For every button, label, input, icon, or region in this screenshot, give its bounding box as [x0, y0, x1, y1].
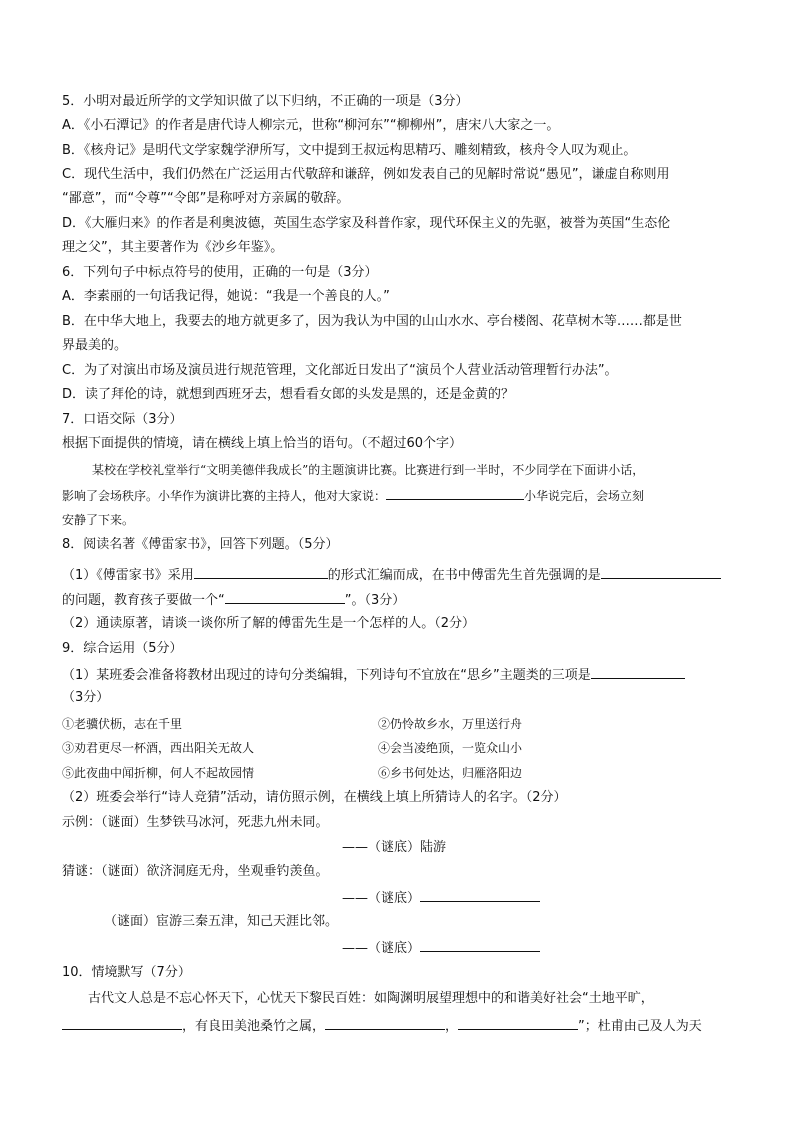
answer-blank[interactable] [225, 590, 345, 604]
answer-blank[interactable] [62, 1016, 182, 1030]
riddle-1-answer: ——（谜底） [342, 888, 540, 908]
q6-option-b-line2: 界最美的。 [62, 338, 128, 353]
answer-blank[interactable] [458, 1016, 578, 1030]
poem-row-1 [62, 715, 523, 733]
q8-part1-line1: （1）《傅雷家书》采用 的形式汇编而成，在书中傅雷先生首先强调的是 [62, 565, 721, 585]
q5-option-c-line1: C．现代生活中，我们仍然在广泛运用古代敬辞和谦辞，例如发表自己的见解时常说“愚见”，谦虚自称则用 [62, 167, 670, 182]
answer-blank[interactable] [325, 1016, 445, 1030]
q10-line1: 古代文人总是不忘心怀天下，心忧天下黎民百姓：如陶渊明展望理想中的和谐美好社会“土地平旷， [88, 991, 654, 1006]
poem-row-2 [62, 739, 523, 757]
riddle-2-answer: ——（谜底） [342, 938, 540, 958]
riddle-1: 猜谜：（谜面）欲济洞庭无舟，坐观垂钓羡鱼。 [62, 864, 329, 879]
poem-row-3 [62, 764, 523, 782]
q7-stem: 7．口语交际（3分） [62, 412, 183, 427]
example-answer: ——（谜底）陆游 [342, 840, 447, 855]
q8-part2: （2）通读原著，请谈一谈你所了解的傅雷先生是一个怎样的人。（2分） [62, 616, 476, 631]
riddle-2: （谜面）宦游三秦五津，知己天涯比邻。 [104, 914, 339, 929]
answer-blank[interactable] [386, 486, 524, 500]
example-riddle: 示例：（谜面）生梦铁马冰河，死悲九州未同。 [62, 815, 329, 830]
q10-stem: 10．情境默写（7分） [62, 965, 191, 980]
q7-scenario-line1: 某校在学校礼堂举行“文明美德伴我成长”的主题演讲比赛。比赛进行到一半时，不少同学在下面讲小话， [92, 463, 645, 477]
answer-blank[interactable] [420, 938, 540, 952]
q7-scenario-line2: 影响了会场秩序。小华作为演讲比赛的主持人，他对大家说： 小华说完后，会场立刻 [62, 486, 644, 505]
poem-option-4: ④会当凌绝顶，一览众山小 [378, 741, 523, 755]
q6-option-b-line1: B．在中华大地上，我要去的地方就更多了，因为我认为中国的山山水水、亭台楼阁、花草树木等……都是世 [62, 314, 682, 329]
q9-stem: 9．综合运用（5分） [62, 641, 183, 656]
answer-blank[interactable] [601, 565, 721, 579]
answer-blank[interactable] [591, 665, 685, 679]
q5-option-d-line1: D．《大雁归来》的作者是利奥波德，英国生态学家及科普作家，现代环保主义的先驱，被誉为英国“生态伦 [62, 216, 671, 231]
q5-stem: 5．小明对最近所学的文学知识做了以下归纳，不正确的一项是（3分） [62, 94, 469, 109]
q6-option-d: D．读了拜伦的诗，就想到西班牙去，想看看女郎的头发是黑的，还是金黄的？ [62, 387, 515, 402]
q9-part1-line1: （1）某班委会准备将教材出现过的诗句分类编辑，下列诗句不宜放在“思乡”主题类的三项是 [62, 665, 685, 685]
poem-option-1: ①老骥伏枥，志在千里 [62, 717, 183, 731]
poem-option-3: ③劝君更尽一杯酒，西出阳关无故人 [62, 741, 255, 755]
q6-option-a: A．李素丽的一句话我记得，她说：“我是一个善良的人。” [62, 289, 390, 304]
answer-blank[interactable] [420, 888, 540, 902]
q7-instruction: 根据下面提供的情境，请在横线上填上恰当的语句。（不超过60个字） [62, 436, 463, 451]
q8-part1-line2: 的问题，教育孩子要做一个“ ”。（3分） [62, 590, 405, 610]
q6-option-c: C．为了对演出市场及演员进行规范管理，文化部近日发出了“演员个人营业活动管理暂行办法”。 [62, 363, 618, 378]
q5-option-a: A．《小石潭记》的作者是唐代诗人柳宗元，世称“柳河东”“柳柳州”，唐宋八大家之一。 [62, 118, 560, 133]
poem-option-6: ⑥乡书何处达，归雁洛阳边 [378, 766, 523, 780]
q9-part1-line2: （3分） [62, 690, 110, 705]
q7-scenario-line3: 安静了下来。 [62, 513, 135, 527]
q5-option-b: B．《核舟记》是明代文学家魏学洢所写，文中提到王叔远构思精巧、雕刻精致，核舟令人叹为观止。 [62, 143, 637, 158]
poem-option-5: ⑤此夜曲中闻折柳，何人不起故园情 [62, 766, 255, 780]
answer-blank[interactable] [194, 565, 328, 579]
poem-option-2: ②仍怜故乡水，万里送行舟 [378, 717, 523, 731]
q9-part2: （2）班委会举行“诗人竞猜”活动，请仿照示例，在横线上填上所猜诗人的名字。（2分） [62, 790, 567, 805]
q10-line2: ，有良田美池桑竹之属， ， ”；杜甫由己及人为天 [62, 1016, 702, 1036]
q8-stem: 8．阅读名著《傅雷家书》，回答下列题。（5分） [62, 537, 339, 552]
q5-option-d-line2: 理之父”，其主要著作为《沙乡年鉴》。 [62, 240, 284, 255]
q5-option-c-line2: “鄙意”，而“令尊”“令郎”是称呼对方亲属的敬辞。 [62, 191, 350, 206]
q6-stem: 6．下列句子中标点符号的使用，正确的一句是（3分） [62, 265, 378, 280]
